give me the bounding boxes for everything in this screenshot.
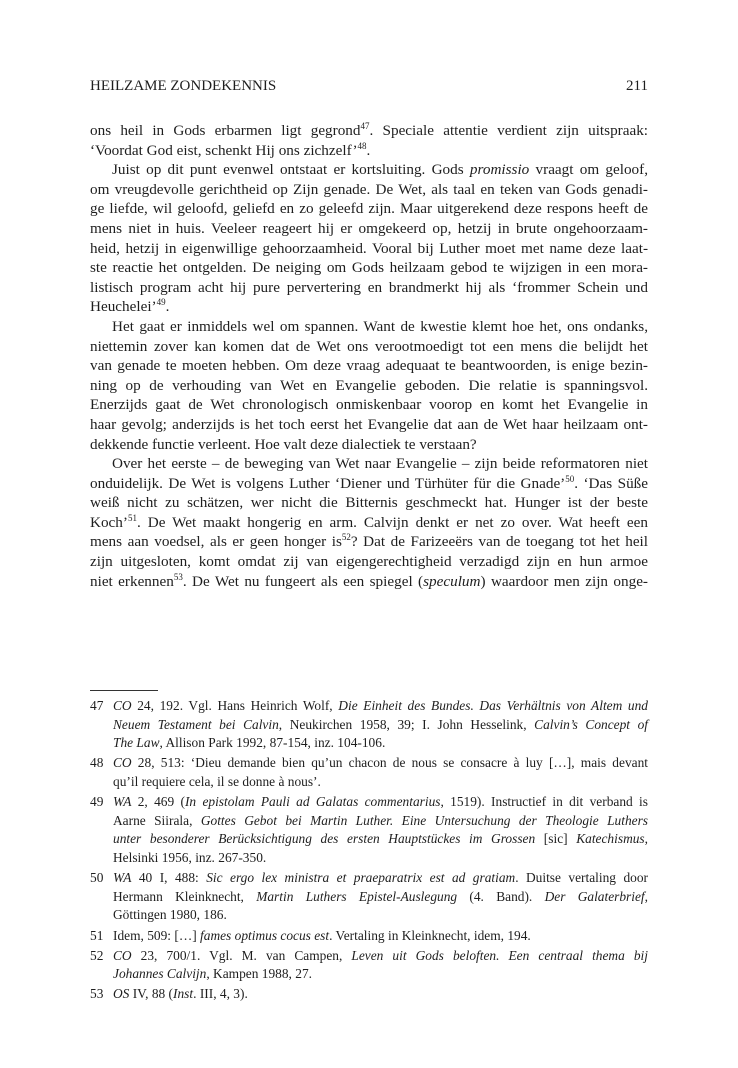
body-line (90, 121, 648, 141)
text-run: Der Galaterbrief (544, 888, 645, 904)
body-line (90, 552, 648, 572)
text-run: CO (113, 947, 132, 963)
text-run: , (644, 831, 648, 847)
body-line (90, 317, 648, 337)
text-run: , 1519). Instructief in dit verband is (440, 794, 648, 810)
text-run: promissio (469, 161, 530, 179)
text-run: dekkende functie verleent. Hoe valt deze dialectiek te verstaan? (90, 435, 477, 453)
footnote-line (113, 947, 648, 966)
text-run: niettemin zover kan komen dat de Wet ons verootmoedigt tot een mens die belijdt het (90, 337, 648, 355)
text-run: 24, 192. Vgl. Hans Heinrich Wolf, (131, 698, 339, 713)
text-run: . ‘Das Süße (574, 474, 648, 492)
footnote-number: 47 (90, 698, 104, 713)
body-line (90, 258, 648, 278)
text-run: niet erkennen (90, 572, 174, 590)
body-line (90, 356, 648, 376)
text-run: (4. Band). (457, 888, 545, 904)
text-run: CO (113, 698, 132, 713)
body-line (90, 493, 648, 513)
text-run: . De Wet nu fungeert als een spiegel ( (182, 572, 424, 590)
text-run: zijn uitgesloten, komt omdat zij van eigengerechtigheid verzadigd zijn en hun armoe (90, 553, 648, 571)
footnote-reference: 48 (357, 140, 367, 151)
text-run: In epistolam Pauli ad Galatas commentarius (184, 794, 441, 810)
body-line (90, 180, 648, 200)
body-line (90, 278, 648, 298)
footnote-text (113, 793, 648, 867)
text-run: Göttingen 1980, 186. (113, 907, 227, 923)
body-line (90, 532, 648, 552)
footnote-text (113, 985, 648, 1004)
text-run: Calvin’s Concept of (534, 716, 648, 732)
text-run: om vreugdevolle gerichtheid op Zijn genade. De Wet, als taal en teken van Gods genadi- (90, 180, 648, 198)
text-run: Sic ergo lex ministra et praeparatrix est ad gratiam (206, 870, 516, 886)
text-run: . (366, 141, 371, 159)
footnote-line (113, 965, 648, 984)
text-run: ste reactie het ontgelden. De neiging om Gods heilzaam gebod te wijzigen in een mora- (90, 259, 648, 277)
text-run: weiß nicht zu schätzen, wer nicht die Bitternis geschmeckt hat. Hunger ist der beste (90, 494, 648, 512)
footnote (90, 985, 648, 1004)
footnote (90, 697, 648, 753)
text-run: haar gevolg; anderzijds is het toch eerst het Evangelie dat aan de Wet haar heilzaam ont- (90, 415, 648, 433)
footnote-text (113, 947, 648, 984)
text-run: CO (113, 755, 132, 771)
text-run: . Vertaling in Kleinknecht, idem, 194. (329, 927, 531, 943)
footnote-line (113, 773, 648, 792)
text-run: , (644, 888, 649, 904)
text-run: The Law (113, 735, 160, 751)
text-run: Katechismus (576, 831, 645, 847)
footnote-reference: 53 (173, 571, 183, 582)
body-line (90, 395, 648, 415)
body-line (90, 376, 648, 396)
text-run: . De Wet maakt hongerig en arm. Calvijn denkt er net zo over. Wat heeft een (136, 513, 648, 531)
body-line (90, 474, 648, 494)
running-title: HEILZAME ZONDEKENNIS (90, 78, 277, 94)
text-run: heid, hetzij in eigenwillige gehoorzaamheid. Vooral bij Luther moet met name deze laat- (90, 239, 648, 257)
footnote-divider (90, 690, 158, 691)
body-line (90, 415, 648, 435)
text-run: IV, 88 ( (129, 986, 174, 1002)
footnote (90, 947, 648, 984)
footnote-line (113, 830, 648, 849)
text-run: 23, 700/1. Vgl. M. van Campen, (131, 947, 352, 963)
text-run: WA (113, 794, 132, 810)
text-run: speculum (423, 572, 481, 590)
body-line (90, 572, 648, 592)
text-run: . (165, 298, 170, 316)
footnote-line (113, 812, 648, 831)
footnote-number: 53 (90, 986, 104, 1002)
text-run: Aarne Siirala, (113, 812, 201, 828)
text-run: ning op de verhouding van Wet en Evangelie geboden. Die relatie is spanningsvol. (90, 376, 648, 394)
text-run: Juist op dit punt evenwel ontstaat er kortsluiting. Gods (112, 161, 470, 179)
text-run: Neuem Testament bei Calvin (113, 716, 279, 732)
footnote-number: 49 (90, 794, 104, 810)
text-run: [sic] (535, 831, 577, 847)
text-run: Die Einheit des Bundes. Das Verhältnis von Altem und (338, 698, 648, 713)
body-text (90, 121, 648, 591)
footnote-line (113, 869, 648, 888)
footnote-line (113, 734, 648, 753)
text-run: Hermann Kleinknecht, (113, 888, 257, 904)
page-number: 211 (626, 78, 648, 94)
footnote (90, 793, 648, 867)
text-run: Gottes Gebot bei Martin Luther. Eine Untersuchung der Theologie Luthers (200, 812, 648, 828)
text-run: WA (113, 870, 132, 886)
body-line (90, 513, 648, 533)
text-run: Johannes Calvijn (113, 966, 207, 982)
footnotes (90, 697, 648, 1006)
footnote-number: 52 (90, 947, 104, 963)
running-header (90, 78, 648, 95)
text-run: Martin Luthers Epistel-Auslegung (256, 888, 458, 904)
text-run: mens niet in huis. Veeleer reageert hij er omgekeerd op, hetzij in brute ongehoorzaam- (90, 219, 648, 237)
footnote-line (113, 849, 648, 868)
footnote-line (113, 754, 648, 773)
footnote-line (113, 927, 648, 946)
body-line (90, 297, 648, 317)
text-run: unter besonderer Berücksichtigung des ersten Hauptstückes im Grossen (113, 831, 536, 847)
text-run: ‘Voordat God eist, schenkt Hij ons zichzelf’ (90, 141, 358, 159)
footnote-number: 50 (90, 870, 104, 886)
text-run: Leven uit Gods beloften. Een centraal thema bij (351, 947, 648, 963)
footnote-line (113, 697, 648, 716)
text-run: Over het eerste – de beweging van Wet naar Evangelie – zijn beide reformatoren niet (112, 455, 648, 473)
footnote-text (113, 754, 648, 791)
text-run: ? Dat de Farizeeërs van de toegang tot het heil (350, 533, 648, 551)
text-run: ons heil in Gods erbarmen ligt gegrond (90, 122, 361, 139)
body-line (90, 337, 648, 357)
footnote-line (113, 985, 648, 1004)
text-run: . III, 4, 3). (193, 986, 248, 1002)
text-run: Koch’ (90, 513, 128, 531)
footnote (90, 927, 648, 946)
text-run: onduidelijk. De Wet is volgens Luther ‘Diener und Türhüter für die Gnade’ (90, 474, 566, 492)
text-run: 40 I, 488: (131, 870, 207, 886)
body-line (90, 454, 648, 474)
text-run: Het gaat er inmiddels wel om spannen. Want de kwestie klemt hoe het, ons ondanks, (112, 317, 648, 335)
text-run: listisch program acht hij pure pervertering en brandmerkt hij als ‘frommer Schein und (90, 278, 648, 296)
text-run: van genade te moeten hebben. Om deze vraag adequaat te beantwoorden, is enige bezin- (90, 357, 648, 375)
body-line (90, 160, 648, 180)
text-run: 28, 513: ‘Dieu demande bien qu’un chacon de nous se consacre à luy […], mais devant (131, 755, 648, 771)
footnote-number: 51 (90, 927, 104, 943)
text-run: , Allison Park 1992, 87-154, inz. 104-106. (159, 735, 386, 751)
footnote-line (113, 906, 648, 925)
footnote-reference: 50 (565, 473, 575, 484)
text-run: Inst (173, 986, 194, 1002)
text-run: . Duitse vertaling door (515, 870, 648, 886)
footnote-text (113, 697, 648, 753)
body-line (90, 141, 648, 161)
text-run: mens aan voedsel, als er geen honger is (90, 533, 342, 551)
text-run: Idem, 509: […] (113, 927, 201, 943)
footnote (90, 869, 648, 925)
footnote-reference: 47 (360, 121, 370, 131)
text-run: ) waardoor men zijn onge- (480, 572, 648, 590)
body-line (90, 199, 648, 219)
body-line (90, 219, 648, 239)
footnote-number: 48 (90, 755, 104, 771)
text-run: fames optimus cocus est (200, 927, 330, 943)
body-line (90, 239, 648, 259)
text-run: Enerzijds gaat de Wet chronologisch onmiskenbaar voorop en komt het Evangelie in (90, 396, 648, 414)
text-run: . Speciale attentie verdient zijn uitspraak: (369, 122, 649, 139)
footnote-text (113, 869, 648, 925)
text-run: 2, 469 ( (131, 794, 185, 810)
body-line (90, 435, 648, 455)
text-run: ge liefde, wil geloofd, geliefd en zo geleefd zijn. Maar uitgerekend deze respons heeft de (90, 200, 648, 218)
footnote (90, 754, 648, 791)
footnote-reference: 52 (341, 532, 351, 543)
footnote-line (113, 793, 648, 812)
text-run: Helsinki 1956, inz. 267-350. (113, 849, 267, 865)
text-run: vraagt om geloof, (529, 161, 649, 179)
footnote-line (113, 716, 648, 735)
text-run: OS (113, 986, 130, 1002)
footnote-reference: 49 (156, 297, 166, 308)
text-run: , Neukirchen 1958, 39; I. John Hesselink, (278, 716, 535, 732)
text-run: , Kampen 1988, 27. (206, 966, 312, 982)
text-run: Heuchelei’ (90, 298, 157, 316)
footnote-line (113, 888, 648, 907)
footnote-reference: 51 (127, 512, 137, 523)
footnote-text (113, 927, 648, 946)
text-run: qu’il requiere cela, il se donne à nous’. (113, 773, 321, 789)
